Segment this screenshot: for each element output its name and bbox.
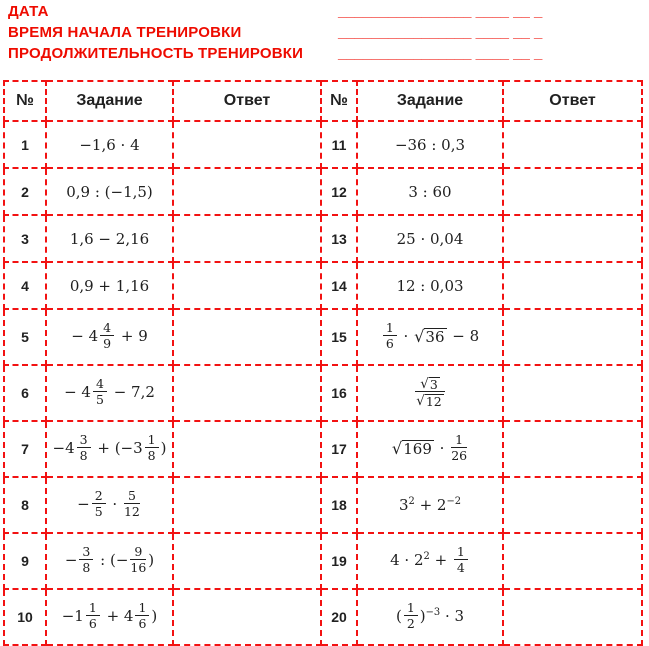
duration-field-row — [8, 45, 649, 66]
row-number: 2 — [4, 168, 46, 215]
answer-cell[interactable] — [503, 365, 642, 421]
answer-cell[interactable] — [173, 477, 321, 533]
exponent: −3 — [425, 607, 441, 618]
answer-cell[interactable] — [503, 589, 642, 645]
date-label: ДАТА — [8, 3, 49, 20]
fraction: $\frac{9}{16}$ — [130, 544, 147, 575]
fraction: $\frac{5}{12}$ — [123, 488, 140, 519]
task-cell: −1 $\frac{1}{6}$ + 4 $\frac{1}{6}$ ) — [46, 589, 173, 645]
fraction: $\frac{1}{6}$ — [383, 321, 397, 351]
table-header-row — [4, 81, 642, 121]
fraction: $\frac{1}{8}$ — [145, 433, 159, 463]
task-cell: −36 : 0,3 — [357, 121, 503, 168]
task-cell: −1,6 · 4 — [46, 121, 173, 168]
task-cell: 12 : 0,03 — [357, 262, 503, 309]
fraction: $\frac{1}{2}$ — [404, 601, 418, 631]
answer-cell[interactable] — [173, 421, 321, 477]
row-number: 3 — [4, 215, 46, 262]
row-number: 8 — [4, 477, 46, 533]
task-cell: $3^2 + 2^{-2}$ — [357, 477, 503, 533]
fraction: $\frac{4}{9}$ — [100, 321, 114, 351]
exponent: −2 — [446, 496, 462, 507]
date-field-row — [8, 3, 649, 24]
start-time-field-row — [8, 24, 649, 45]
answer-cell[interactable] — [173, 589, 321, 645]
task-cell: − $\frac{3}{8}$ : (− $\frac{9}{16}$ ) — [46, 533, 173, 589]
answer-cell[interactable] — [503, 168, 642, 215]
answer-cell[interactable] — [503, 477, 642, 533]
sqrt-radical: √ 12 — [416, 393, 442, 409]
row-number: 20 — [321, 589, 357, 645]
task-cell: ( $\frac{1}{2}$ )$^{-3}$ · 3 — [357, 589, 503, 645]
start-time-label: ВРЕМЯ НАЧАЛА ТРЕНИРОВКИ — [8, 24, 242, 41]
table-row — [4, 215, 642, 262]
answer-cell[interactable] — [173, 365, 321, 421]
exponent: 2 — [408, 496, 415, 507]
table-row — [4, 262, 642, 309]
table-row — [4, 121, 642, 168]
row-number: 7 — [4, 421, 46, 477]
column-header-answer-left: Ответ — [173, 81, 321, 121]
row-number: 15 — [321, 309, 357, 365]
answer-cell[interactable] — [503, 421, 642, 477]
row-number: 17 — [321, 421, 357, 477]
fraction: $\frac{4}{5}$ — [93, 377, 107, 407]
exercise-table — [3, 80, 643, 646]
worksheet-header — [0, 0, 649, 66]
row-number: 18 — [321, 477, 357, 533]
fraction: $\frac{1}{6}$ — [135, 601, 149, 631]
row-number: 16 — [321, 365, 357, 421]
table-row — [4, 589, 642, 645]
answer-cell[interactable] — [503, 121, 642, 168]
row-number: 4 — [4, 262, 46, 309]
fraction: $\frac{3}{8}$ — [79, 545, 93, 575]
column-header-num-right: № — [321, 81, 357, 121]
fraction: $\frac{1}{4}$ — [454, 545, 468, 575]
row-number: 14 — [321, 262, 357, 309]
sqrt-radical: √ 3 — [420, 375, 438, 392]
row-number: 11 — [321, 121, 357, 168]
sqrt-radical: √ 36 — [414, 327, 445, 346]
exponent: 2 — [423, 551, 430, 562]
row-number: 10 — [4, 589, 46, 645]
sqrt-radical: √ 169 — [391, 439, 432, 458]
task-cell: 0,9 + 1,16 — [46, 262, 173, 309]
row-number: 6 — [4, 365, 46, 421]
answer-cell[interactable] — [173, 215, 321, 262]
task-cell: $4 \cdot 2^2$ + $\frac{1}{4}$ — [357, 533, 503, 589]
task-cell: $\frac{1}{6}$ · √ 36 − 8 — [357, 309, 503, 365]
row-number: 13 — [321, 215, 357, 262]
row-number: 19 — [321, 533, 357, 589]
column-header-num-left: № — [4, 81, 46, 121]
row-number: 12 — [321, 168, 357, 215]
table-row — [4, 309, 642, 365]
answer-cell[interactable] — [173, 168, 321, 215]
column-header-task-left: Задание — [46, 81, 173, 121]
task-cell: − 4 $\frac{4}{5}$ − 7,2 — [46, 365, 173, 421]
fraction: $\frac{2}{5}$ — [92, 489, 106, 519]
task-cell: − 4 $\frac{4}{9}$ + 9 — [46, 309, 173, 365]
task-cell: √ 169 · $\frac{1}{26}$ — [357, 421, 503, 477]
date-fill-line[interactable]: ________________ ____ __ _ — [338, 3, 543, 20]
duration-label: ПРОДОЛЖИТЕЛЬНОСТЬ ТРЕНИРОВКИ — [8, 45, 304, 62]
task-cell: −4 $\frac{3}{8}$ + (−3 $\frac{1}{8}$ ) — [46, 421, 173, 477]
table-row — [4, 421, 642, 477]
table-row — [4, 477, 642, 533]
answer-cell[interactable] — [173, 533, 321, 589]
table-row — [4, 533, 642, 589]
answer-cell[interactable] — [173, 309, 321, 365]
row-number: 5 — [4, 309, 46, 365]
answer-cell[interactable] — [503, 262, 642, 309]
column-header-answer-right: Ответ — [503, 81, 642, 121]
answer-cell[interactable] — [503, 215, 642, 262]
fraction: $\frac{3}{8}$ — [77, 433, 91, 463]
answer-cell[interactable] — [503, 309, 642, 365]
table-row — [4, 168, 642, 215]
row-number: 1 — [4, 121, 46, 168]
answer-cell[interactable] — [173, 262, 321, 309]
task-cell: 3 : 60 — [357, 168, 503, 215]
fraction: $\frac{1}{6}$ — [86, 601, 100, 631]
answer-cell[interactable] — [503, 533, 642, 589]
column-header-task-right: Задание — [357, 81, 503, 121]
task-cell — [357, 365, 503, 421]
fraction: $\frac{1}{26}$ — [451, 432, 468, 463]
task-cell: 0,9 : (−1,5) — [46, 168, 173, 215]
task-cell: − $\frac{2}{5}$ · $\frac{5}{12}$ — [46, 477, 173, 533]
start-time-fill-line[interactable]: ________________ ____ __ _ — [338, 24, 543, 41]
fraction — [415, 376, 445, 409]
answer-cell[interactable] — [173, 121, 321, 168]
row-number: 9 — [4, 533, 46, 589]
task-cell: 1,6 − 2,16 — [46, 215, 173, 262]
duration-fill-line[interactable]: ________________ ____ __ _ — [338, 45, 543, 62]
table-row — [4, 365, 642, 421]
task-cell: 25 · 0,04 — [357, 215, 503, 262]
